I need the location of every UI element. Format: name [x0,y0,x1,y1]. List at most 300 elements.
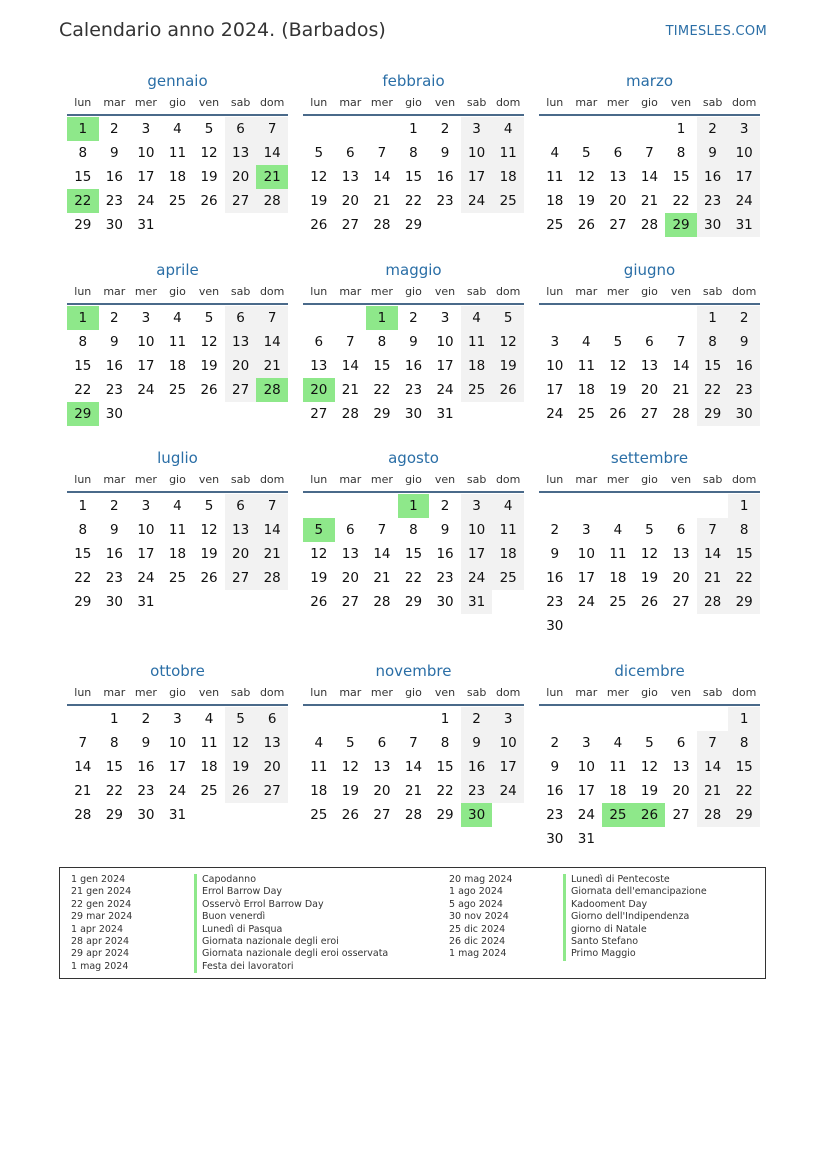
day-cell[interactable]: 11 [200,735,218,751]
day-cell[interactable]: 12 [225,731,257,755]
day-cell[interactable]: 13 [225,330,257,354]
day-cell[interactable]: 22 [728,566,760,590]
day-cell[interactable]: 26 [200,382,218,398]
day-cell[interactable]: 20 [672,570,690,586]
day-cell[interactable]: 8 [697,330,729,354]
day-cell[interactable]: 14 [256,518,288,542]
day-cell[interactable]: 14 [256,330,288,354]
day-cell[interactable]: 23 [436,570,454,586]
day-cell[interactable]: 8 [728,731,760,755]
day-cell[interactable]: 20 [341,193,359,209]
day-cell[interactable]: 8 [78,145,88,161]
day-cell[interactable]: 20 [256,755,288,779]
day-cell[interactable]: 14 [697,542,729,566]
day-cell[interactable]: 27 [225,566,257,590]
day-cell[interactable]: 28 [640,217,659,233]
day-cell[interactable]: 20 [225,165,257,189]
day-cell[interactable]: 10 [137,522,155,538]
day-cell[interactable]: 4 [550,145,560,161]
day-cell[interactable]: 26 [640,594,659,610]
day-cell[interactable]: 24 [577,807,595,823]
day-cell[interactable]: 20 [672,783,690,799]
day-cell[interactable]: 28 [697,590,729,614]
day-cell[interactable]: 11 [492,518,524,542]
day-cell[interactable]: 15 [105,759,123,775]
day-cell[interactable]: 18 [546,193,564,209]
day-cell[interactable]: 19 [310,570,328,586]
day-cell[interactable]: 27 [341,217,359,233]
day-cell[interactable]: 13 [640,358,659,374]
day-cell[interactable]: 4 [314,735,324,751]
day-cell[interactable]: 11 [168,522,187,538]
day-cell[interactable]: 23 [404,382,423,398]
day-cell[interactable]: 23 [436,193,454,209]
day-cell[interactable]: 19 [640,570,659,586]
day-cell[interactable]: 28 [256,566,288,590]
day-cell[interactable]: 27 [310,406,328,422]
day-cell[interactable]: 2 [728,306,760,330]
day-cell[interactable]: 31 [137,217,155,233]
day-cell[interactable]: 1 [676,121,686,137]
day-cell[interactable]: 7 [697,518,729,542]
day-cell[interactable]: 22 [436,783,454,799]
day-cell[interactable]: 3 [461,117,493,141]
day-cell[interactable]: 18 [492,542,524,566]
day-cell[interactable]: 7 [697,731,729,755]
day-cell[interactable]: 25 [492,566,524,590]
day-cell[interactable]: 3 [728,117,760,141]
day-cell[interactable]: 28 [404,807,423,823]
day-cell[interactable]: 5 [492,306,524,330]
day-cell[interactable]: 3 [141,498,151,514]
day-cell[interactable]: 28 [697,803,729,827]
day-cell[interactable]: 12 [310,546,328,562]
day-cell[interactable]: 11 [492,141,524,165]
day-cell[interactable]: 9 [110,145,119,161]
holiday-day-cell[interactable]: 22 [67,189,99,213]
day-cell[interactable]: 23 [728,378,760,402]
day-cell[interactable]: 27 [609,217,627,233]
day-cell[interactable]: 28 [256,189,288,213]
day-cell[interactable]: 5 [204,498,214,514]
day-cell[interactable]: 22 [74,382,92,398]
day-cell[interactable]: 19 [492,354,524,378]
day-cell[interactable]: 12 [200,145,218,161]
day-cell[interactable]: 16 [461,755,493,779]
day-cell[interactable]: 19 [310,193,328,209]
day-cell[interactable]: 20 [341,570,359,586]
day-cell[interactable]: 26 [225,779,257,803]
day-cell[interactable]: 18 [609,783,627,799]
holiday-day-cell[interactable]: 21 [256,165,288,189]
day-cell[interactable]: 10 [492,731,524,755]
day-cell[interactable]: 27 [225,378,257,402]
holiday-day-cell[interactable]: 1 [67,306,99,330]
day-cell[interactable]: 25 [168,570,187,586]
day-cell[interactable]: 14 [404,759,423,775]
day-cell[interactable]: 28 [341,406,359,422]
day-cell[interactable]: 30 [105,594,123,610]
day-cell[interactable]: 29 [373,406,391,422]
day-cell[interactable]: 2 [110,310,119,326]
day-cell[interactable]: 17 [137,169,155,185]
day-cell[interactable]: 1 [728,707,760,731]
holiday-day-cell[interactable]: 20 [303,378,335,402]
day-cell[interactable]: 31 [461,590,493,614]
day-cell[interactable]: 17 [728,165,760,189]
day-cell[interactable]: 30 [404,406,423,422]
day-cell[interactable]: 28 [373,217,391,233]
day-cell[interactable]: 26 [310,594,328,610]
day-cell[interactable]: 10 [461,518,493,542]
day-cell[interactable]: 8 [440,735,450,751]
day-cell[interactable]: 7 [346,334,355,350]
day-cell[interactable]: 9 [409,334,418,350]
day-cell[interactable]: 17 [577,783,595,799]
day-cell[interactable]: 31 [577,831,595,847]
day-cell[interactable]: 23 [137,783,155,799]
brand-logo-text[interactable]: TIMESLES.COM [665,24,767,39]
day-cell[interactable]: 10 [577,546,595,562]
day-cell[interactable]: 4 [173,498,182,514]
day-cell[interactable]: 29 [404,594,423,610]
day-cell[interactable]: 19 [577,193,595,209]
day-cell[interactable]: 21 [640,193,659,209]
day-cell[interactable]: 22 [105,783,123,799]
day-cell[interactable]: 22 [697,378,729,402]
day-cell[interactable]: 8 [676,145,686,161]
day-cell[interactable]: 21 [404,783,423,799]
day-cell[interactable]: 8 [110,735,119,751]
day-cell[interactable]: 4 [613,735,623,751]
day-cell[interactable]: 14 [697,755,729,779]
day-cell[interactable]: 7 [645,145,654,161]
day-cell[interactable]: 26 [200,193,218,209]
day-cell[interactable]: 20 [640,382,659,398]
day-cell[interactable]: 15 [697,354,729,378]
day-cell[interactable]: 1 [78,498,88,514]
day-cell[interactable]: 3 [173,711,182,727]
day-cell[interactable]: 23 [697,189,729,213]
day-cell[interactable]: 10 [546,358,564,374]
day-cell[interactable]: 12 [341,759,359,775]
day-cell[interactable]: 6 [676,522,686,538]
day-cell[interactable]: 19 [341,783,359,799]
day-cell[interactable]: 3 [492,707,524,731]
day-cell[interactable]: 29 [697,402,729,426]
day-cell[interactable]: 8 [409,522,418,538]
day-cell[interactable]: 11 [577,358,595,374]
day-cell[interactable]: 10 [137,145,155,161]
day-cell[interactable]: 2 [550,735,560,751]
day-cell[interactable]: 5 [645,735,654,751]
day-cell[interactable]: 9 [110,522,119,538]
day-cell[interactable]: 14 [341,358,359,374]
day-cell[interactable]: 10 [137,334,155,350]
day-cell[interactable]: 14 [640,169,659,185]
day-cell[interactable]: 21 [373,570,391,586]
day-cell[interactable]: 18 [168,169,187,185]
day-cell[interactable]: 15 [672,169,690,185]
day-cell[interactable]: 23 [461,779,493,803]
day-cell[interactable]: 27 [672,807,690,823]
day-cell[interactable]: 18 [168,358,187,374]
day-cell[interactable]: 24 [461,189,493,213]
day-cell[interactable]: 30 [697,213,729,237]
day-cell[interactable]: 4 [492,117,524,141]
day-cell[interactable]: 29 [404,217,423,233]
day-cell[interactable]: 11 [310,759,328,775]
holiday-day-cell[interactable]: 5 [303,518,335,542]
holiday-day-cell[interactable]: 26 [634,803,666,827]
day-cell[interactable]: 27 [640,406,659,422]
day-cell[interactable]: 11 [546,169,564,185]
day-cell[interactable]: 8 [377,334,387,350]
day-cell[interactable]: 30 [436,594,454,610]
day-cell[interactable]: 4 [461,306,493,330]
day-cell[interactable]: 17 [461,542,493,566]
day-cell[interactable]: 13 [256,731,288,755]
day-cell[interactable]: 26 [577,217,595,233]
day-cell[interactable]: 17 [137,546,155,562]
day-cell[interactable]: 8 [78,522,88,538]
day-cell[interactable]: 15 [74,169,92,185]
day-cell[interactable]: 7 [256,306,288,330]
day-cell[interactable]: 6 [346,522,355,538]
day-cell[interactable]: 8 [728,518,760,542]
day-cell[interactable]: 10 [577,759,595,775]
day-cell[interactable]: 20 [373,783,391,799]
day-cell[interactable]: 12 [640,759,659,775]
day-cell[interactable]: 18 [577,382,595,398]
day-cell[interactable]: 2 [409,310,418,326]
day-cell[interactable]: 26 [200,570,218,586]
day-cell[interactable]: 13 [672,759,690,775]
day-cell[interactable]: 7 [676,334,686,350]
day-cell[interactable]: 7 [256,117,288,141]
day-cell[interactable]: 6 [613,145,623,161]
day-cell[interactable]: 1 [728,494,760,518]
day-cell[interactable]: 2 [110,121,119,137]
day-cell[interactable]: 19 [609,382,627,398]
day-cell[interactable]: 30 [137,807,155,823]
day-cell[interactable]: 1 [409,121,418,137]
day-cell[interactable]: 2 [550,522,560,538]
day-cell[interactable]: 15 [404,546,423,562]
day-cell[interactable]: 15 [728,755,760,779]
day-cell[interactable]: 5 [314,145,324,161]
day-cell[interactable]: 24 [492,779,524,803]
day-cell[interactable]: 31 [436,406,454,422]
day-cell[interactable]: 22 [672,193,690,209]
day-cell[interactable]: 11 [609,546,627,562]
day-cell[interactable]: 12 [640,546,659,562]
day-cell[interactable]: 25 [577,406,595,422]
day-cell[interactable]: 17 [436,358,454,374]
day-cell[interactable]: 24 [728,189,760,213]
day-cell[interactable]: 21 [672,382,690,398]
day-cell[interactable]: 18 [310,783,328,799]
day-cell[interactable]: 16 [137,759,155,775]
day-cell[interactable]: 7 [377,145,387,161]
day-cell[interactable]: 26 [341,807,359,823]
day-cell[interactable]: 9 [461,731,493,755]
day-cell[interactable]: 3 [582,522,591,538]
day-cell[interactable]: 2 [440,498,450,514]
holiday-day-cell[interactable]: 30 [461,803,493,827]
day-cell[interactable]: 9 [550,759,560,775]
day-cell[interactable]: 9 [728,330,760,354]
day-cell[interactable]: 29 [728,803,760,827]
day-cell[interactable]: 18 [168,546,187,562]
day-cell[interactable]: 12 [577,169,595,185]
day-cell[interactable]: 2 [141,711,151,727]
day-cell[interactable]: 16 [105,546,123,562]
holiday-day-cell[interactable]: 1 [67,117,99,141]
day-cell[interactable]: 25 [310,807,328,823]
day-cell[interactable]: 21 [74,783,92,799]
day-cell[interactable]: 7 [78,735,88,751]
day-cell[interactable]: 12 [492,330,524,354]
day-cell[interactable]: 14 [74,759,92,775]
day-cell[interactable]: 23 [546,807,564,823]
day-cell[interactable]: 6 [225,117,257,141]
day-cell[interactable]: 21 [256,542,288,566]
day-cell[interactable]: 16 [105,169,123,185]
day-cell[interactable]: 9 [110,334,119,350]
day-cell[interactable]: 15 [373,358,391,374]
day-cell[interactable]: 3 [582,735,591,751]
day-cell[interactable]: 23 [105,382,123,398]
day-cell[interactable]: 4 [173,121,182,137]
holiday-day-cell[interactable]: 1 [366,306,398,330]
day-cell[interactable]: 19 [225,755,257,779]
day-cell[interactable]: 16 [546,570,564,586]
day-cell[interactable]: 17 [168,759,187,775]
day-cell[interactable]: 12 [200,334,218,350]
day-cell[interactable]: 22 [74,570,92,586]
day-cell[interactable]: 29 [74,594,92,610]
day-cell[interactable]: 21 [697,779,729,803]
day-cell[interactable]: 21 [373,193,391,209]
day-cell[interactable]: 21 [341,382,359,398]
day-cell[interactable]: 10 [436,334,454,350]
day-cell[interactable]: 8 [409,145,418,161]
day-cell[interactable]: 13 [225,518,257,542]
day-cell[interactable]: 3 [550,334,560,350]
day-cell[interactable]: 23 [105,570,123,586]
day-cell[interactable]: 30 [728,402,760,426]
day-cell[interactable]: 19 [640,783,659,799]
day-cell[interactable]: 1 [440,711,450,727]
day-cell[interactable]: 6 [346,145,355,161]
day-cell[interactable]: 14 [373,546,391,562]
day-cell[interactable]: 2 [440,121,450,137]
day-cell[interactable]: 9 [440,145,450,161]
day-cell[interactable]: 14 [373,169,391,185]
day-cell[interactable]: 31 [168,807,187,823]
day-cell[interactable]: 24 [137,382,155,398]
day-cell[interactable]: 22 [404,193,423,209]
day-cell[interactable]: 18 [609,570,627,586]
day-cell[interactable]: 24 [577,594,595,610]
day-cell[interactable]: 16 [436,546,454,562]
day-cell[interactable]: 27 [373,807,391,823]
day-cell[interactable]: 20 [609,193,627,209]
day-cell[interactable]: 6 [645,334,654,350]
day-cell[interactable]: 29 [728,590,760,614]
day-cell[interactable]: 24 [168,783,187,799]
day-cell[interactable]: 6 [225,494,257,518]
day-cell[interactable]: 23 [546,594,564,610]
day-cell[interactable]: 12 [310,169,328,185]
day-cell[interactable]: 15 [404,169,423,185]
day-cell[interactable]: 2 [461,707,493,731]
day-cell[interactable]: 14 [256,141,288,165]
day-cell[interactable]: 22 [404,570,423,586]
day-cell[interactable]: 29 [74,217,92,233]
day-cell[interactable]: 5 [346,735,355,751]
day-cell[interactable]: 10 [461,141,493,165]
day-cell[interactable]: 4 [173,310,182,326]
day-cell[interactable]: 16 [728,354,760,378]
day-cell[interactable]: 9 [697,141,729,165]
day-cell[interactable]: 4 [204,711,214,727]
day-cell[interactable]: 26 [609,406,627,422]
day-cell[interactable]: 11 [609,759,627,775]
day-cell[interactable]: 18 [461,354,493,378]
day-cell[interactable]: 17 [461,165,493,189]
day-cell[interactable]: 5 [225,707,257,731]
day-cell[interactable]: 19 [200,169,218,185]
day-cell[interactable]: 16 [105,358,123,374]
day-cell[interactable]: 17 [546,382,564,398]
day-cell[interactable]: 11 [168,334,187,350]
day-cell[interactable]: 13 [609,169,627,185]
day-cell[interactable]: 16 [546,783,564,799]
day-cell[interactable]: 2 [697,117,729,141]
holiday-day-cell[interactable]: 28 [256,378,288,402]
day-cell[interactable]: 26 [492,378,524,402]
day-cell[interactable]: 19 [200,358,218,374]
day-cell[interactable]: 25 [168,382,187,398]
day-cell[interactable]: 9 [440,522,450,538]
day-cell[interactable]: 15 [74,546,92,562]
day-cell[interactable]: 4 [582,334,591,350]
day-cell[interactable]: 9 [141,735,151,751]
day-cell[interactable]: 1 [697,306,729,330]
day-cell[interactable]: 16 [697,165,729,189]
day-cell[interactable]: 19 [200,546,218,562]
day-cell[interactable]: 4 [613,522,623,538]
day-cell[interactable]: 14 [672,358,690,374]
day-cell[interactable]: 5 [613,334,623,350]
day-cell[interactable]: 18 [492,165,524,189]
day-cell[interactable]: 3 [141,121,151,137]
day-cell[interactable]: 28 [672,406,690,422]
day-cell[interactable]: 13 [310,358,328,374]
day-cell[interactable]: 6 [314,334,324,350]
day-cell[interactable]: 21 [256,354,288,378]
day-cell[interactable]: 15 [728,542,760,566]
day-cell[interactable]: 4 [492,494,524,518]
day-cell[interactable]: 30 [105,406,123,422]
day-cell[interactable]: 7 [377,522,387,538]
day-cell[interactable]: 26 [310,217,328,233]
day-cell[interactable]: 9 [550,546,560,562]
day-cell[interactable]: 24 [546,406,564,422]
day-cell[interactable]: 17 [492,755,524,779]
